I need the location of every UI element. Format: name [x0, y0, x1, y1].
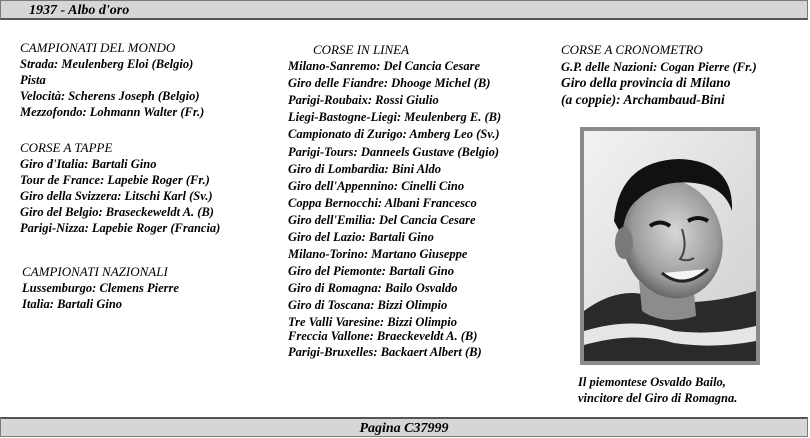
result-line: Velocità: Scherens Joseph (Belgio): [20, 89, 200, 103]
result-line: Giro delle Fiandre: Dhooge Michel (B): [288, 76, 491, 91]
caption-line: vincitore del Giro di Romagna.: [578, 391, 738, 405]
photo-caption: [578, 374, 737, 406]
section-corse-in-linea: [288, 41, 501, 361]
result-line: Parigi-Roubaix: Rossi Giulio: [288, 93, 439, 108]
result-line: Parigi-Bruxelles: Backaert Albert (B): [288, 344, 482, 359]
result-line: Giro del Belgio: Braseckeweldt A. (B): [20, 205, 214, 219]
result-line: Giro d'Italia: Bartali Gino: [20, 157, 157, 171]
result-line: Parigi-Nizza: Lapebie Roger (Francia): [20, 221, 221, 235]
result-line: Giro della provincia di Milano: [561, 75, 731, 90]
caption-line: Il piemontese Osvaldo Bailo,: [578, 375, 726, 389]
result-line: Italia: Bartali Gino: [22, 297, 123, 311]
section-heading: CORSE A TAPPE: [20, 140, 113, 155]
section-corse-a-tappe: [20, 140, 220, 236]
result-line: Giro del Piemonte: Bartali Gino: [288, 264, 454, 279]
result-line: Giro del Lazio: Bartali Gino: [288, 230, 434, 245]
section-heading: CORSE IN LINEA: [313, 42, 410, 57]
result-line: G.P. delle Nazioni: Cogan Pierre (Fr.): [561, 59, 757, 74]
result-line: Campionato di Zurigo: Amberg Leo (Sv.): [288, 127, 500, 142]
result-line: Giro dell'Appennino: Cinelli Cino: [288, 178, 465, 193]
result-line: (a coppie): Archambaud-Bini: [561, 91, 725, 107]
result-line: Freccia Vallone: Braeckeveldt A. (B): [288, 328, 478, 343]
section-heading: CORSE A CRONOMETRO: [561, 42, 703, 57]
footer-bar: [0, 417, 808, 437]
portrait-image: [584, 131, 756, 361]
result-line: Tour de France: Lapebie Roger (Fr.): [20, 173, 210, 187]
section-heading: CAMPIONATI DEL MONDO: [20, 40, 176, 55]
page-number: Pagina C37999: [359, 421, 449, 436]
result-line: Mezzofondo: Lohmann Walter (Fr.): [20, 105, 205, 119]
result-line: Giro dell'Emilia: Del Cancia Cesare: [288, 212, 476, 227]
result-line: Milano-Torino: Martano Giuseppe: [288, 247, 468, 262]
section-corse-a-cronometro: [561, 42, 757, 108]
result-line: Giro della Svizzera: Litschi Karl (Sv.): [20, 189, 213, 203]
section-heading: CAMPIONATI NAZIONALI: [22, 264, 168, 279]
section-campionati-mondo: [20, 40, 204, 120]
result-line: Coppa Bernocchi: Albani Francesco: [288, 195, 477, 210]
result-line: Pista: [20, 73, 46, 87]
section-campionati-nazionali: [22, 264, 179, 312]
result-line: Liegi-Bastogne-Liegi: Meulenberg E. (B): [288, 110, 502, 125]
result-line: Parigi-Tours: Danneels Gustave (Belgio): [288, 144, 499, 159]
result-line: Strada: Meulenberg Eloi (Belgio): [20, 57, 194, 71]
result-line: Giro di Lombardia: Bini Aldo: [288, 161, 442, 176]
page-title: 1937 - Albo d'oro: [29, 3, 130, 18]
portrait-photo: [580, 127, 760, 365]
result-line: Tre Valli Varesine: Bizzi Olimpio: [288, 314, 458, 329]
result-line: Giro di Romagna: Bailo Osvaldo: [288, 281, 458, 296]
result-line: Giro di Toscana: Bizzi Olimpio: [288, 298, 448, 313]
header-bar: [0, 0, 808, 20]
result-line: Lussemburgo: Clemens Pierre: [22, 281, 179, 295]
result-line: Milano-Sanremo: Del Cancia Cesare: [288, 59, 481, 74]
